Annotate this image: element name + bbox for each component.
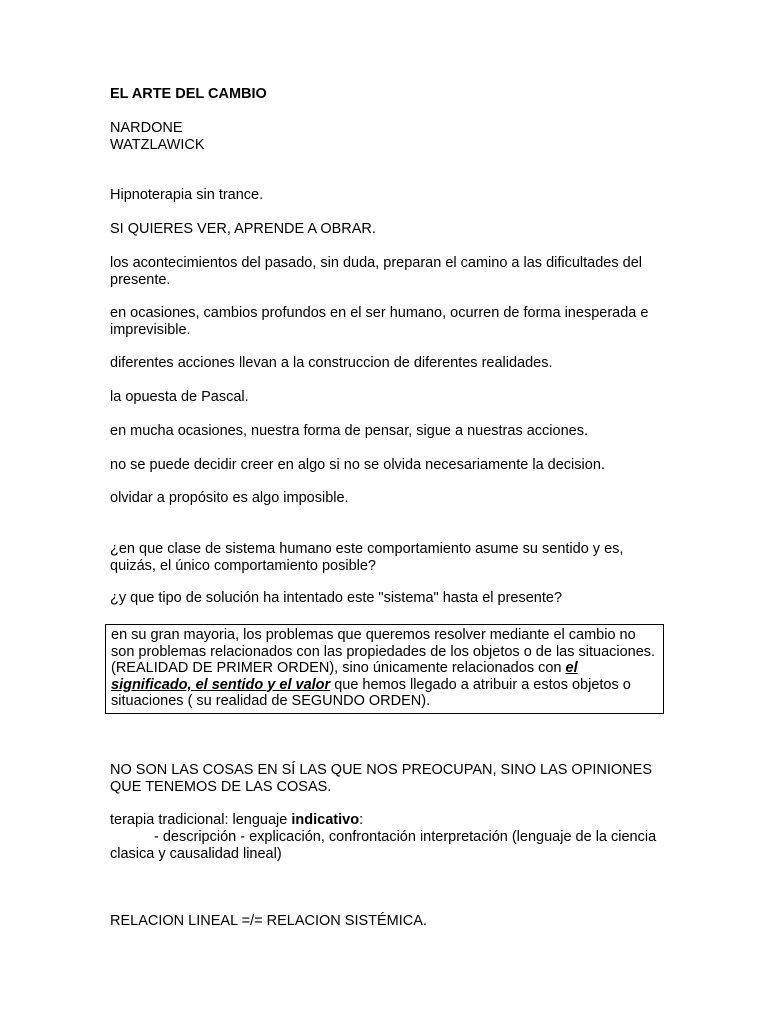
terapia-detail: - descripción - explicación, confrontación interpretación (lenguaje de la ciencia clasica y causalidad lineal) (110, 829, 657, 862)
paragraph-7: en mucha ocasiones, nuestra forma de pensar, sigue a nuestras acciones. (110, 423, 588, 439)
paragraph-10: ¿en que clase de sistema humano este comportamiento asume su sentido y es, quizás, el único comportamiento posible? (110, 541, 624, 574)
terapia-line (110, 812, 670, 829)
paragraph-1: Hipnoterapia sin trance. (110, 187, 264, 203)
terapia-bold: indicativo (291, 812, 360, 828)
boxed-paragraph (105, 624, 664, 714)
paragraph-4: en ocasiones, cambios profundos en el ser humano, ocurren de forma inesperada e imprevisible. (110, 305, 649, 338)
terapia-colon: : (359, 812, 364, 828)
paragraph-8: no se puede decidir creer en algo si no se olvida necesariamente la decision. (110, 457, 605, 473)
paragraph-9: olvidar a propósito es algo imposible. (110, 490, 349, 506)
paragraph-2: SI QUIERES VER, APRENDE A OBRAR. (110, 221, 376, 237)
final-line: RELACION LINEAL =/= RELACION SISTÉMICA. (110, 913, 427, 929)
document-title: EL ARTE DEL CAMBIO (110, 86, 267, 102)
terapia-label: terapia tradicional: lenguaje (110, 812, 292, 828)
boxed-text-part2: que hemos llegado a atribuir a estos objetos o situaciones ( su realidad de SEGUNDO ORDEN). (111, 676, 631, 709)
boxed-emphasis: el significado, el sentido y el valor (111, 660, 578, 693)
paragraph-3: los acontecimientos del pasado, sin duda, preparan el camino a las dificultades del presente. (110, 255, 642, 288)
boxed-text-part1: en su gran mayoria, los problemas que queremos resolver mediante el cambio no son problemas relacionados con las propiedades de los objetos o de las situaciones. (REALIDAD DE PRIMER ORDEN), sino únicamente relacionados con (111, 627, 656, 676)
author-2: WATZLAWICK (110, 137, 205, 153)
paragraph-11: ¿y que tipo de solución ha intentado este "sistema" hasta el presente? (110, 590, 563, 606)
paragraph-5: diferentes acciones llevan a la construccion de diferentes realidades. (110, 355, 553, 371)
quote-paragraph: NO SON LAS COSAS EN SÍ LAS QUE NOS PREOCUPAN, SINO LAS OPINIONES QUE TENEMOS DE LAS COSAS. (110, 762, 653, 795)
author-1: NARDONE (110, 120, 183, 136)
paragraph-6: la opuesta de Pascal. (110, 389, 249, 405)
